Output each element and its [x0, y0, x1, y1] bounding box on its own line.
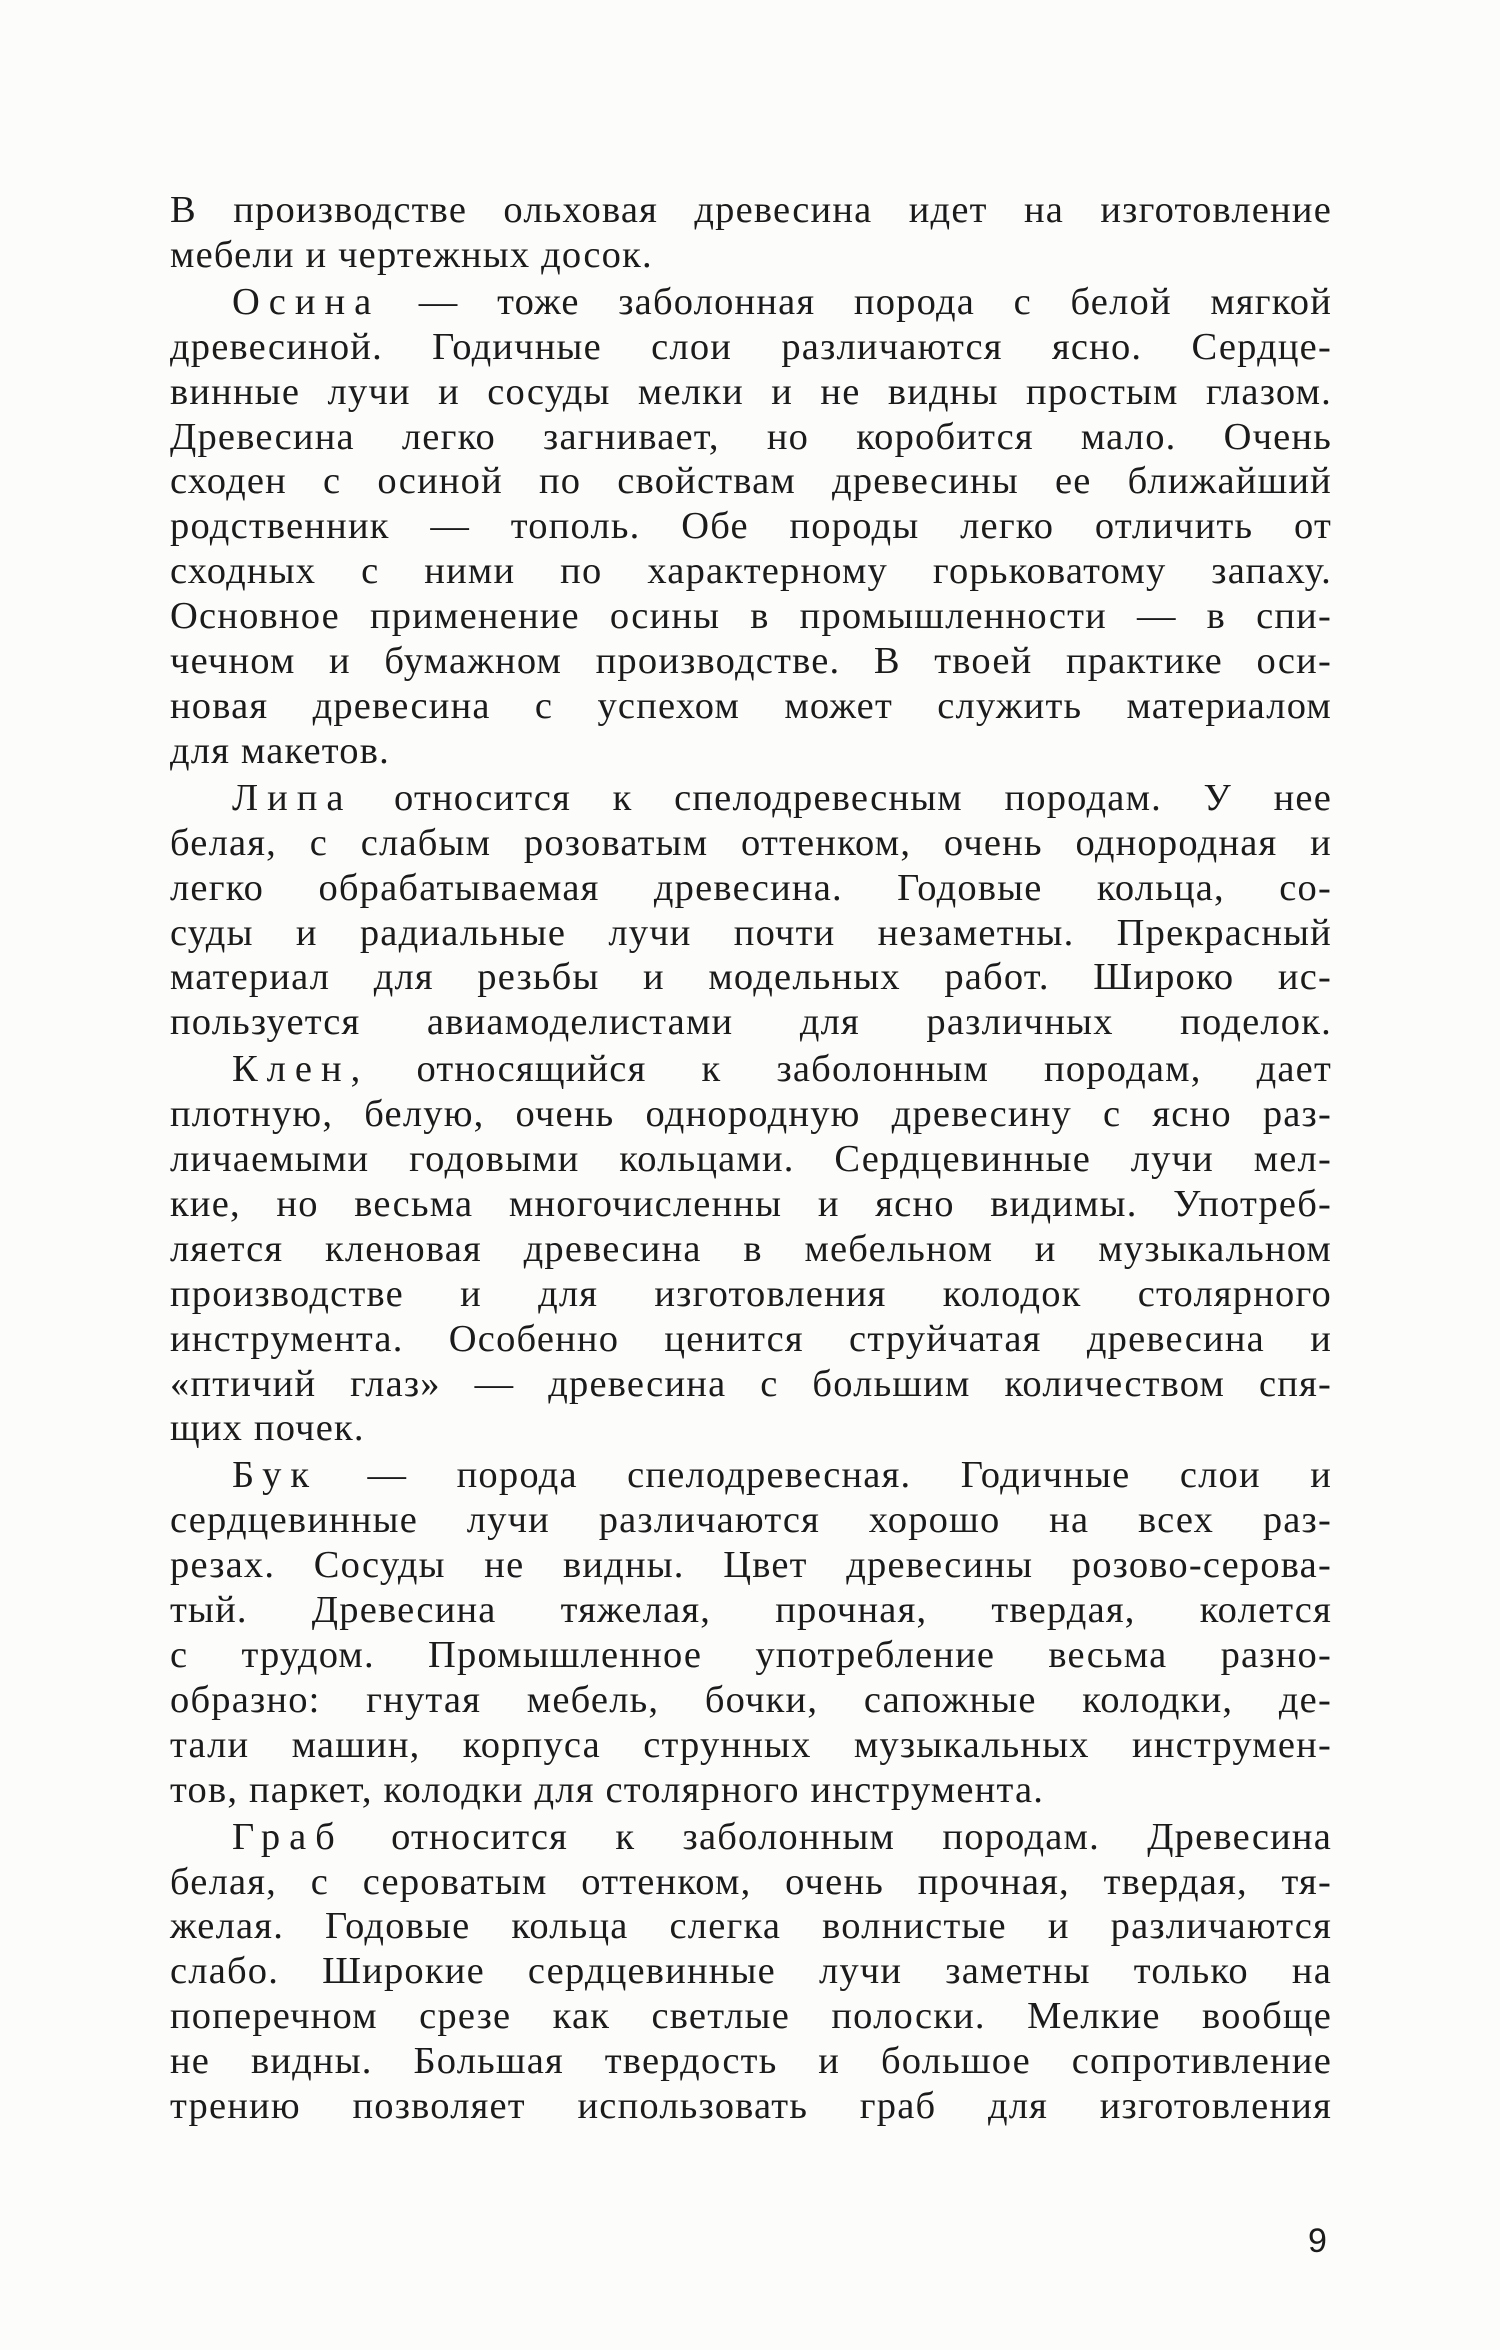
text-line: сходных с ними по характерному горьковатому запаху. — [170, 550, 1332, 593]
text-fragment: — порода спелодревесная. Годичные слои и — [318, 1454, 1332, 1497]
body-text — [170, 188, 1332, 2129]
text-line: поперечном срезе как светлые полоски. Мелкие вообще — [170, 1995, 1332, 2038]
text-line — [170, 280, 1332, 325]
paragraph-linden — [170, 776, 1332, 1045]
text-line: В производстве ольховая древесина идет на изготовление — [170, 189, 1332, 231]
text-line: инструмента. Особенно ценится струйчатая древесина и — [170, 1317, 1332, 1360]
text-line: ляется кленовая древесина в мебельном и музыкальном — [170, 1227, 1332, 1270]
paragraph-aspen — [170, 280, 1332, 774]
text-line: слабо. Широкие сердцевинные лучи заметны только на — [170, 1950, 1332, 1993]
text-line: не видны. Большая твердость и большое сопротивление — [170, 2040, 1332, 2083]
text-line: суды и радиальные лучи почти незаметны. Прекрасный — [170, 911, 1332, 954]
paragraph-alder-end — [170, 188, 1332, 278]
text-fragment: , относящийся к заболонным породам, дает — [350, 1048, 1332, 1091]
text-line: тый. Древесина тяжелая, прочная, твердая, колется — [170, 1589, 1332, 1632]
paragraph-beech — [170, 1453, 1332, 1812]
text-line: Основное применение осины в промышленности — в спи- — [170, 595, 1332, 638]
term-linden: Липа — [232, 776, 353, 819]
text-line: трению позволяет использовать граб для изготовления — [170, 2085, 1332, 2128]
text-line: личаемыми годовыми кольцами. Сердцевинные лучи мел- — [170, 1138, 1332, 1181]
term-maple: Клен — [232, 1048, 351, 1091]
text-line: сходен с осиной по свойствам древесины ее ближайший — [170, 460, 1332, 503]
page-number: 9 — [1308, 2222, 1327, 2260]
text-line: резах. Сосуды не видны. Цвет древесины розово-серова- — [170, 1544, 1332, 1587]
text-line: белая, с слабым розоватым оттенком, очень однородная и — [170, 821, 1332, 864]
text-line: с трудом. Промышленное употребление весьма разно- — [170, 1634, 1332, 1676]
text-fragment: — тоже заболонная порода с белой мягкой — [380, 280, 1332, 323]
text-line: мебели и чертежных досок. — [170, 233, 653, 276]
text-line: пользуется авиамоделистами для различных поделок. — [170, 1001, 1332, 1044]
text-fragment: относится к спелодревесным породам. У нее — [352, 776, 1332, 819]
text-line: новая древесина с успехом может служить материалом — [170, 684, 1332, 727]
text-line: для макетов. — [170, 729, 390, 772]
text-line: желая. Годовые кольца слегка волнистые и различаются — [170, 1905, 1332, 1948]
paragraph-hornbeam — [170, 1815, 1332, 2129]
text-line: родственник — тополь. Обе породы легко отличить от — [170, 505, 1332, 548]
paragraph-maple — [170, 1047, 1332, 1451]
text-line: сердцевинные лучи различаются хорошо на всех раз- — [170, 1499, 1332, 1542]
text-line: щих почек. — [170, 1407, 365, 1450]
text-fragment: относится к заболонным породам. Древесина — [343, 1815, 1332, 1858]
text-line — [170, 1047, 1332, 1092]
text-line: производстве и для изготовления колодок столярного — [170, 1272, 1332, 1315]
text-line: кие, но весьма многочисленны и ясно видимы. Употреб- — [170, 1182, 1332, 1225]
text-line — [170, 776, 1332, 821]
text-line — [170, 1815, 1332, 1860]
text-line: легко обрабатываемая древесина. Годовые кольца, со- — [170, 866, 1332, 909]
text-line: винные лучи и сосуды мелки и не видны простым глазом. — [170, 370, 1332, 413]
text-line — [170, 1453, 1332, 1498]
text-line: плотную, белую, очень однородную древесину с ясно раз- — [170, 1093, 1332, 1136]
text-line: «птичий глаз» — древесина с большим количеством спя- — [170, 1362, 1332, 1405]
text-line: тов, паркет, колодки для столярного инструмента. — [170, 1768, 1045, 1811]
text-line: белая, с сероватым оттенком, очень прочная, твердая, тя- — [170, 1860, 1332, 1903]
term-aspen: Осина — [232, 280, 381, 323]
text-line: тали машин, корпуса струнных музыкальных инструмен- — [170, 1723, 1332, 1766]
term-beech: Бук — [232, 1454, 319, 1497]
text-line: древесиной. Годичные слои различаются ясно. Сердце- — [170, 325, 1332, 368]
text-line: образно: гнутая мебель, бочки, сапожные колодки, де- — [170, 1678, 1332, 1721]
term-hornbeam: Граб — [232, 1815, 344, 1858]
text-line: материал для резьбы и модельных работ. Широко ис- — [170, 956, 1332, 999]
text-line: чечном и бумажном производстве. В твоей практике оси- — [170, 640, 1332, 683]
text-line: Древесина легко загнивает, но коробится мало. Очень — [170, 415, 1332, 458]
